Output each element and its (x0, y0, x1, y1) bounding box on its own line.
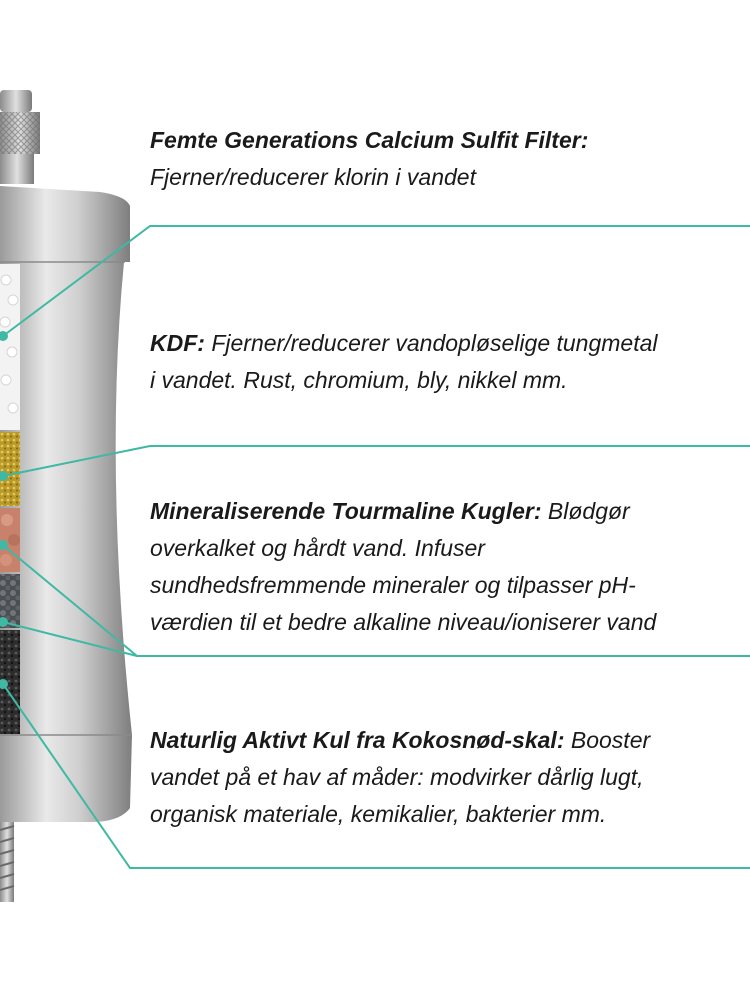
callout-text: organisk materiale, kemikalier, bakterier mm. (150, 801, 607, 827)
callout-text: Fjerner/reducerer vandopløselige tungmetal (204, 330, 658, 356)
callout-label: Femte Generations Calcium Sulfit Filter: (150, 127, 589, 153)
callout-label: Naturlig Aktivt Kul fra Kokosnød-skal: (150, 727, 565, 753)
callout-text: Booster (564, 727, 651, 753)
callout-tourmaline (150, 493, 750, 641)
callout-text: Blødgør (541, 498, 630, 524)
callout-text: sundhedsfremmende mineraler og tilpasser pH- (150, 572, 636, 598)
callout-text: Fjerner/reducerer klorin i vandet (150, 164, 476, 190)
callout-text: vandet på et hav af måder: modvirker dårlig lugt, (150, 764, 644, 790)
callout-text: i vandet. Rust, chromium, bly, nikkel mm. (150, 367, 568, 393)
callout-label: KDF: (150, 330, 205, 356)
callout-calcium-sulfit (150, 122, 750, 196)
callout-aktivt-kul (150, 722, 750, 833)
callout-label: Mineraliserende Tourmaline Kugler: (150, 498, 542, 524)
callout-kdf (150, 325, 750, 399)
callout-text: overkalket og hårdt vand. Infuser (150, 535, 485, 561)
bottom-thread (0, 822, 14, 902)
top-fitting (0, 90, 40, 184)
callout-text: værdien til et bedre alkaline niveau/ioniserer vand (150, 609, 657, 635)
